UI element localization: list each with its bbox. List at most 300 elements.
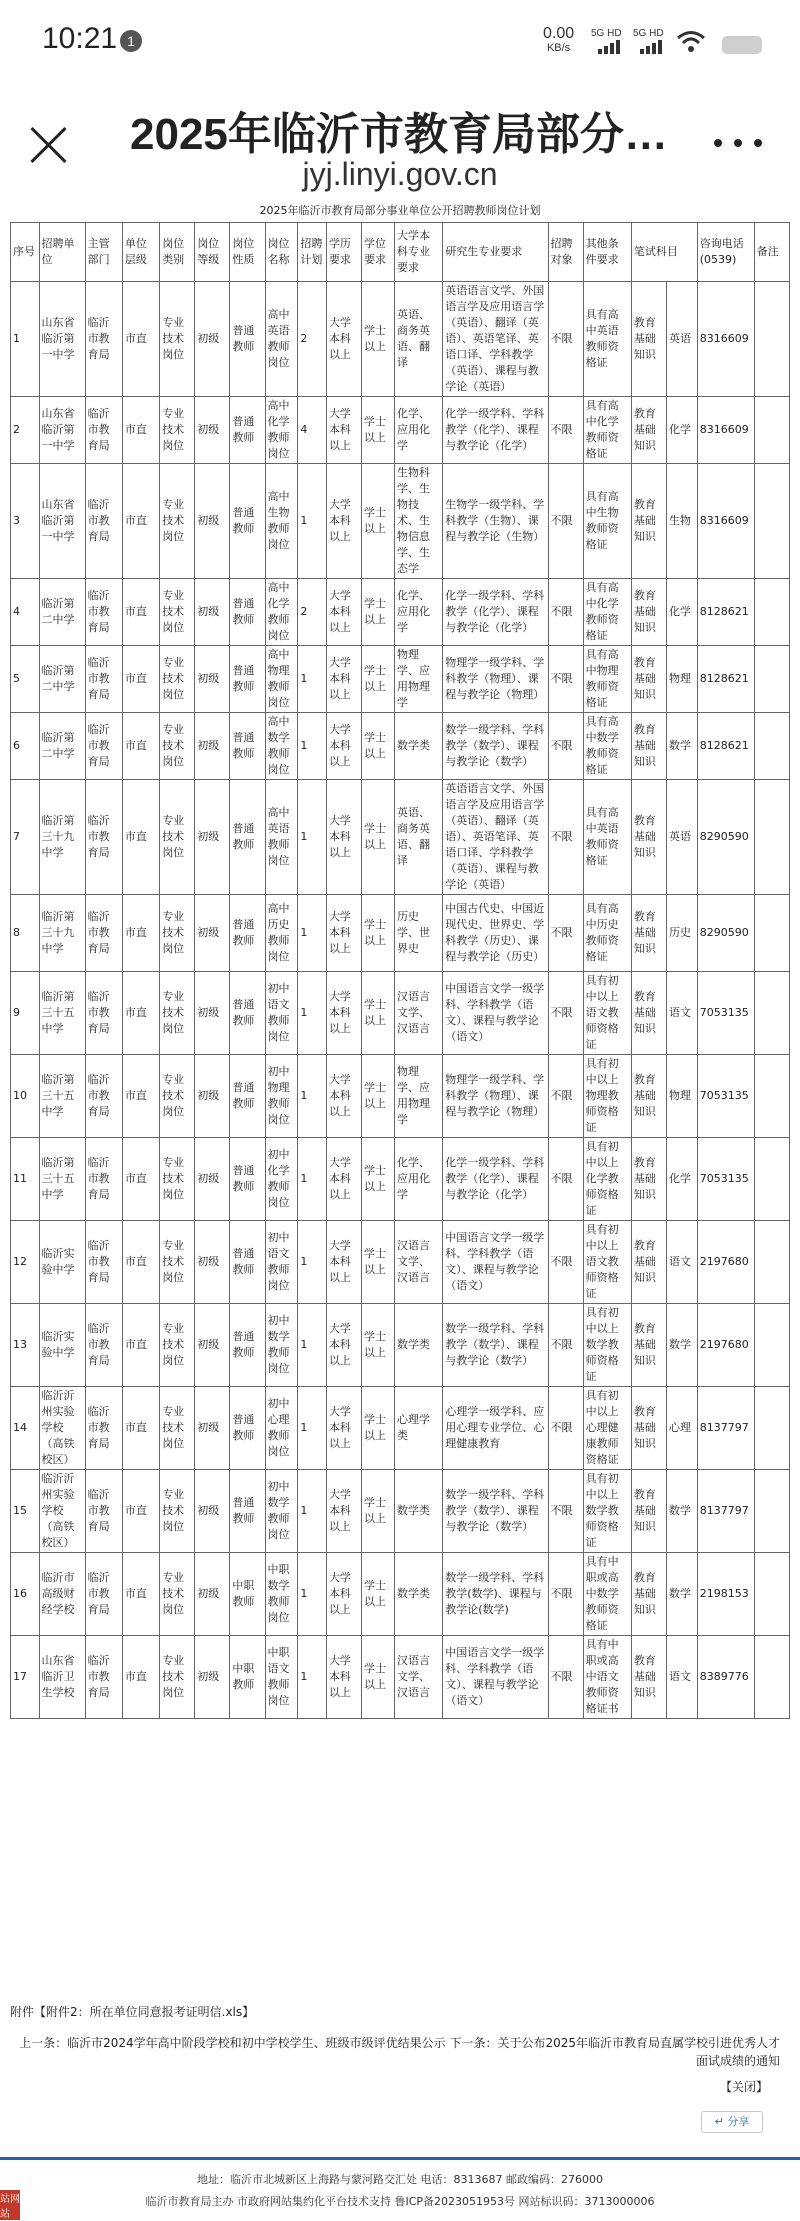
table-cell: 化学: [667, 579, 698, 646]
table-cell: 专业技术岗位: [160, 1470, 195, 1553]
table-cell: 初级: [195, 1055, 230, 1138]
table-cell: 临沂沂州实验学校（高铁校区）: [39, 1387, 85, 1470]
footer-logo-text: 站网站: [0, 2194, 20, 2220]
page-url: jyj.linyi.gov.cn: [302, 156, 498, 192]
table-cell: [754, 282, 789, 397]
table-cell: 临沂市教育局: [85, 780, 122, 895]
table-cell: [754, 895, 789, 972]
table-cell: 市直: [122, 464, 159, 579]
table-cell: 具有初中以上语文教师资格证: [583, 1221, 631, 1304]
table-cell: 专业技术岗位: [160, 1221, 195, 1304]
table-cell: 临沂市教育局: [85, 972, 122, 1055]
table-cell: 不限: [548, 464, 583, 579]
table-cell: 普通教师: [230, 1221, 265, 1304]
table-cell: 8389776: [697, 1636, 754, 1719]
table-cell: 初中物理教师岗位: [265, 1055, 298, 1138]
table-cell: 英语、商务英语、翻译: [394, 282, 442, 397]
table-cell: 山东省临沂第一中学: [39, 282, 85, 397]
table-cell: 市直: [122, 579, 159, 646]
table-cell: 历史: [667, 895, 698, 972]
table-cell: 生物学一级学科、学科教学（生物）、课程与教学论（生物）: [443, 464, 548, 579]
table-cell: 化学、应用化学: [394, 397, 442, 464]
table-cell: 专业技术岗位: [160, 646, 195, 713]
table-cell: 英语语言文学、外国语言学及应用语言学（英语）、翻译（英语）、英语笔译、英语口译、学科教学（英语）、课程与教学论（英语）: [443, 780, 548, 895]
table-cell: 初级: [195, 713, 230, 780]
table-cell: 不限: [548, 646, 583, 713]
page-title: 2025年临沂市教育局部分…: [130, 110, 668, 159]
table-cell: 市直: [122, 1221, 159, 1304]
table-cell: 大学本科以上: [326, 713, 361, 780]
table-cell: 临沂市教育局: [85, 579, 122, 646]
table-cell: 临沂市教育局: [85, 646, 122, 713]
table-cell: 大学本科以上: [326, 1138, 361, 1221]
table-cell: 高中化学教师岗位: [265, 397, 298, 464]
table-row: [11, 1636, 790, 1719]
col-header: 单位层级: [122, 223, 159, 282]
table-cell: 1: [298, 464, 327, 579]
table-row: [11, 1055, 790, 1138]
table-cell: 专业技术岗位: [160, 464, 195, 579]
table-cell: 不限: [548, 972, 583, 1055]
table-cell: 普通教师: [230, 464, 265, 579]
table-cell: 初级: [195, 464, 230, 579]
table-cell: 不限: [548, 895, 583, 972]
table-cell: 1: [298, 1221, 327, 1304]
table-cell: 不限: [548, 1138, 583, 1221]
table-cell: 大学本科以上: [326, 780, 361, 895]
table-cell: 2: [298, 579, 327, 646]
table-row: [11, 1470, 790, 1553]
table-cell: 市直: [122, 780, 159, 895]
table-row: [11, 1553, 790, 1636]
network-speed: [543, 26, 574, 56]
table-cell: 数学: [667, 1304, 698, 1387]
table-cell: 1: [298, 1387, 327, 1470]
table-cell: 临沂第三十五中学: [39, 972, 85, 1055]
table-cell: 不限: [548, 1221, 583, 1304]
table-cell: 不限: [548, 1055, 583, 1138]
table-cell: 8316609: [697, 464, 754, 579]
table-cell: 市直: [122, 282, 159, 397]
table-cell: 具有初中以上化学教师资格证: [583, 1138, 631, 1221]
table-cell: 1: [298, 1138, 327, 1221]
col-header: 招聘单位: [39, 223, 85, 282]
table-cell: 山东省临沂第一中学: [39, 464, 85, 579]
table-title: 2025年临沂市教育局部分事业单位公开招聘教师岗位计划: [259, 204, 541, 217]
table-cell: 临沂第三十九中学: [39, 780, 85, 895]
table-cell: 8128621: [697, 579, 754, 646]
table-cell: 普通教师: [230, 1055, 265, 1138]
table-cell: 临沂第三十五中学: [39, 1138, 85, 1221]
table-cell: 8290590: [697, 895, 754, 972]
table-cell: 不限: [548, 579, 583, 646]
table-cell: 初级: [195, 397, 230, 464]
table-cell: 2198153: [697, 1553, 754, 1636]
table-cell: 临沂市教育局: [85, 1553, 122, 1636]
table-cell: 7053135: [697, 1055, 754, 1138]
table-cell: 1: [11, 282, 40, 397]
table-cell: 临沂市教育局: [85, 713, 122, 780]
table-cell: 临沂实验中学: [39, 1304, 85, 1387]
close-page-link[interactable]: 【关闭】: [720, 2080, 769, 2094]
table-cell: 临沂实验中学: [39, 1221, 85, 1304]
col-header: 其他条件要求: [583, 223, 631, 282]
table-cell: 数学一级学科、学科教学(数学)、课程与教学论(数学): [443, 1553, 548, 1636]
table-row: [11, 1387, 790, 1470]
table-cell: 教育基础知识: [631, 1304, 666, 1387]
table-cell: 教育基础知识: [631, 1636, 666, 1719]
table-cell: 16: [11, 1553, 40, 1636]
table-cell: 不限: [548, 1304, 583, 1387]
col-header: 学位要求: [362, 223, 395, 282]
table-cell: 高中英语教师岗位: [265, 282, 298, 397]
table-cell: 数学类: [394, 1470, 442, 1553]
table-row: [11, 1304, 790, 1387]
table-cell: 1: [298, 1470, 327, 1553]
table-cell: 初级: [195, 972, 230, 1055]
table-cell: 临沂市教育局: [85, 1055, 122, 1138]
table-cell: 具有高中生物教师资格证: [583, 464, 631, 579]
table-cell: 普通教师: [230, 1470, 265, 1553]
table-cell: 物理学、应用物理学: [394, 1055, 442, 1138]
table-cell: 大学本科以上: [326, 579, 361, 646]
table-cell: 初级: [195, 1138, 230, 1221]
table-cell: 高中生物教师岗位: [265, 464, 298, 579]
table-cell: 2197680: [697, 1304, 754, 1387]
table-cell: [754, 1636, 789, 1719]
table-cell: 历史学、世界史: [394, 895, 442, 972]
footer-divider: [0, 2157, 800, 2160]
table-cell: 高中数学教师岗位: [265, 713, 298, 780]
table-cell: 普通教师: [230, 1138, 265, 1221]
table-cell: 中国古代史、中国近现代史、世界史、学科教学（历史）、课程与教学论（历史）: [443, 895, 548, 972]
table-cell: 高中物理教师岗位: [265, 646, 298, 713]
table-cell: [754, 579, 789, 646]
table-cell: 具有初中以上心理健康教师资格证: [583, 1387, 631, 1470]
battery-icon: [722, 36, 762, 54]
table-cell: 教育基础知识: [631, 713, 666, 780]
table-cell: 8137797: [697, 1387, 754, 1470]
table-cell: [754, 1387, 789, 1470]
table-cell: 物理学一级学科、学科教学（物理）、课程与教学论（物理）: [443, 646, 548, 713]
table-cell: 大学本科以上: [326, 646, 361, 713]
col-header: 咨询电话(0539): [697, 223, 754, 282]
table-cell: 4: [298, 397, 327, 464]
table-cell: 具有高中化学教师资格证: [583, 397, 631, 464]
table-cell: 临沂市教育局: [85, 1387, 122, 1470]
table-cell: 心理: [667, 1387, 698, 1470]
table-cell: 大学本科以上: [326, 282, 361, 397]
table-cell: 高中化学教师岗位: [265, 579, 298, 646]
table-cell: 教育基础知识: [631, 1138, 666, 1221]
table-cell: 专业技术岗位: [160, 1387, 195, 1470]
table-cell: 数学一级学科、学科教学（数学）、课程与教学论（数学）: [443, 713, 548, 780]
table-cell: 初中语文教师岗位: [265, 1221, 298, 1304]
table-cell: 专业技术岗位: [160, 895, 195, 972]
table-cell: 17: [11, 1636, 40, 1719]
share-label: 分享: [727, 2115, 750, 2128]
table-cell: 生物: [667, 464, 698, 579]
table-cell: 学士以上: [362, 1636, 395, 1719]
table-cell: 教育基础知识: [631, 464, 666, 579]
table-cell: 不限: [548, 397, 583, 464]
table-cell: 11: [11, 1138, 40, 1221]
table-cell: 临沂市教育局: [85, 1470, 122, 1553]
table-row: [11, 1221, 790, 1304]
table-cell: 8: [11, 895, 40, 972]
table-cell: 8128621: [697, 646, 754, 713]
table-row: [11, 282, 790, 397]
table-cell: 初级: [195, 1470, 230, 1553]
col-header: 序号: [11, 223, 40, 282]
table-cell: 教育基础知识: [631, 1055, 666, 1138]
table-cell: 7053135: [697, 1138, 754, 1221]
table-cell: 初中数学教师岗位: [265, 1304, 298, 1387]
footer-credits: 临沂市教育局主办 市政府网站集约化平台技术支持 鲁ICP备2023051953号 网站标识码：3713000006: [145, 2195, 655, 2208]
table-cell: 化学一级学科、学科教学（化学）、课程与教学论（化学）: [443, 1138, 548, 1221]
table-cell: [754, 1138, 789, 1221]
table-cell: 大学本科以上: [326, 1055, 361, 1138]
table-cell: 市直: [122, 1138, 159, 1221]
table-cell: 普通教师: [230, 397, 265, 464]
table-cell: 专业技术岗位: [160, 713, 195, 780]
table-cell: 5: [11, 646, 40, 713]
col-header: 大学本科专业要求: [394, 223, 442, 282]
table-row: [11, 579, 790, 646]
table-cell: 市直: [122, 397, 159, 464]
table-cell: 物理学、应用物理学: [394, 646, 442, 713]
table-cell: 初级: [195, 646, 230, 713]
table-cell: 初级: [195, 895, 230, 972]
table-cell: 化学一级学科、学科教学（化学）、课程与教学论（化学）: [443, 579, 548, 646]
table-cell: 中职数学教师岗位: [265, 1553, 298, 1636]
table-cell: 学士以上: [362, 397, 395, 464]
attachment-link[interactable]: 附件【附件2：所在单位同意报考证明信.xls】: [10, 2005, 255, 2019]
table-cell: 普通教师: [230, 646, 265, 713]
table-cell: 临沂第三十九中学: [39, 895, 85, 972]
table-cell: 教育基础知识: [631, 282, 666, 397]
col-header: 岗位名称: [265, 223, 298, 282]
table-cell: 市直: [122, 1055, 159, 1138]
table-cell: 学士以上: [362, 1055, 395, 1138]
table-cell: 临沂市教育局: [85, 1636, 122, 1719]
table-cell: 不限: [548, 713, 583, 780]
footer-logo: [0, 2190, 20, 2220]
col-header: 研究生专业要求: [443, 223, 548, 282]
table-cell: 临沂第二中学: [39, 579, 85, 646]
table-cell: 物理: [667, 646, 698, 713]
clock: 10:21: [42, 22, 118, 55]
table-cell: 学士以上: [362, 1221, 395, 1304]
table-cell: 3: [11, 464, 40, 579]
table-cell: 临沂市教育局: [85, 1304, 122, 1387]
table-cell: 不限: [548, 282, 583, 397]
more-options-icon[interactable]: [714, 136, 764, 150]
table-cell: 市直: [122, 1304, 159, 1387]
table-cell: 物理学一级学科、学科教学（物理）、课程与教学论（物理）: [443, 1055, 548, 1138]
notification-badge: 1: [120, 30, 142, 52]
table-cell: 市直: [122, 895, 159, 972]
footer-address: 地址：临沂市北城新区上海路与蒙河路交汇处 电话：8313687 邮政编码：276000: [197, 2173, 603, 2186]
net-speed-unit: KB/s: [546, 42, 571, 54]
table-cell: 初级: [195, 1553, 230, 1636]
table-cell: 4: [11, 579, 40, 646]
table-cell: 专业技术岗位: [160, 579, 195, 646]
table-cell: 6: [11, 713, 40, 780]
table-row: [11, 780, 790, 895]
table-cell: 具有初中以上数学教师资格证: [583, 1470, 631, 1553]
prev-next-links[interactable]: 上一条：临沂市2024学年高中阶段学校和初中学校学生、班级市级评优结果公示 下一条：关于公布2025年临沂市教育局直属学校引进优秀人才面试成绩的通知: [19, 2036, 780, 2068]
table-cell: 具有高中英语教师资格证: [583, 780, 631, 895]
table-cell: 学士以上: [362, 282, 395, 397]
table-cell: 大学本科以上: [326, 895, 361, 972]
table-cell: 汉语言文学、汉语言: [394, 972, 442, 1055]
table-cell: 具有高中化学教师资格证: [583, 579, 631, 646]
table-cell: 学士以上: [362, 780, 395, 895]
table-row: [11, 464, 790, 579]
table-cell: 具有高中物理教师资格证: [583, 646, 631, 713]
table-cell: 14: [11, 1387, 40, 1470]
table-cell: [754, 972, 789, 1055]
table-cell: 学士以上: [362, 1470, 395, 1553]
table-cell: 1: [298, 895, 327, 972]
table-header-row: [11, 223, 790, 282]
table-cell: 数学类: [394, 713, 442, 780]
table-cell: [754, 1221, 789, 1304]
table-cell: 学士以上: [362, 972, 395, 1055]
table-cell: 生物科学、生物技术、生物信息学、生态学: [394, 464, 442, 579]
site-footer: [0, 2169, 800, 2213]
table-cell: 临沂第二中学: [39, 646, 85, 713]
table-cell: 高中英语教师岗位: [265, 780, 298, 895]
table-cell: 中职教师: [230, 1553, 265, 1636]
table-cell: 学士以上: [362, 1553, 395, 1636]
table-cell: 临沂市高级财经学校: [39, 1553, 85, 1636]
table-cell: 具有初中以上物理教师资格证: [583, 1055, 631, 1138]
table-cell: 临沂第三十五中学: [39, 1055, 85, 1138]
table-cell: 普通教师: [230, 895, 265, 972]
table-cell: 市直: [122, 1387, 159, 1470]
table-cell: 具有初中以上数学教师资格证: [583, 1304, 631, 1387]
table-cell: 学士以上: [362, 464, 395, 579]
table-cell: 语文: [667, 1636, 698, 1719]
table-cell: 2: [298, 282, 327, 397]
table-cell: 语文: [667, 1221, 698, 1304]
table-cell: 教育基础知识: [631, 972, 666, 1055]
table-cell: 初级: [195, 282, 230, 397]
table-cell: 物理: [667, 1055, 698, 1138]
table-cell: 8137797: [697, 1470, 754, 1553]
table-cell: 专业技术岗位: [160, 780, 195, 895]
table-cell: 市直: [122, 1553, 159, 1636]
table-row: [11, 972, 790, 1055]
table-cell: 市直: [122, 1470, 159, 1553]
table-cell: 英语: [667, 780, 698, 895]
table-cell: 教育基础知识: [631, 1553, 666, 1636]
table-cell: 数学一级学科、学科教学（数学）、课程与教学论（数学）: [443, 1304, 548, 1387]
table-cell: 2197680: [697, 1221, 754, 1304]
table-cell: 数学一级学科、学科教学（数学）、课程与教学论（数学）: [443, 1470, 548, 1553]
table-cell: 大学本科以上: [326, 1470, 361, 1553]
table-cell: 市直: [122, 646, 159, 713]
table-cell: 不限: [548, 1470, 583, 1553]
table-cell: 具有高中数学教师资格证: [583, 713, 631, 780]
table-cell: 具有高中历史教师资格证: [583, 895, 631, 972]
table-cell: [754, 1470, 789, 1553]
table-cell: 学士以上: [362, 713, 395, 780]
table-cell: 山东省临沂卫生学校: [39, 1636, 85, 1719]
table-cell: 专业技术岗位: [160, 1553, 195, 1636]
table-cell: 初级: [195, 1387, 230, 1470]
table-cell: 1: [298, 1055, 327, 1138]
table-cell: 心理学类: [394, 1387, 442, 1470]
table-cell: 中职教师: [230, 1636, 265, 1719]
table-cell: 普通教师: [230, 282, 265, 397]
status-bar: [0, 0, 800, 90]
table-cell: 普通教师: [230, 1387, 265, 1470]
table-cell: 普通教师: [230, 780, 265, 895]
col-header: 招聘计划: [298, 223, 327, 282]
table-cell: 专业技术岗位: [160, 1055, 195, 1138]
table-row: [11, 713, 790, 780]
table-cell: [754, 713, 789, 780]
table-cell: 数学: [667, 713, 698, 780]
table-cell: 初级: [195, 780, 230, 895]
table-cell: 学士以上: [362, 646, 395, 713]
table-cell: 初级: [195, 1636, 230, 1719]
table-cell: [754, 1304, 789, 1387]
recruitment-table: [10, 222, 790, 1719]
table-cell: 教育基础知识: [631, 1387, 666, 1470]
table-cell: 教育基础知识: [631, 780, 666, 895]
table-cell: 不限: [548, 1553, 583, 1636]
table-cell: 英语语言文学、外国语言学及应用语言学（英语）、翻译（英语）、英语笔译、英语口译、学科教学（英语）、课程与教学论（英语）: [443, 282, 548, 397]
table-cell: 具有初中以上语文教师资格证: [583, 972, 631, 1055]
signal-label-1: 5G HD: [591, 28, 622, 39]
table-cell: 数学类: [394, 1553, 442, 1636]
table-cell: 初中数学教师岗位: [265, 1470, 298, 1553]
table-cell: 临沂市教育局: [85, 397, 122, 464]
table-cell: 专业技术岗位: [160, 1138, 195, 1221]
table-cell: 8128621: [697, 713, 754, 780]
share-button[interactable]: ↵ 分享: [701, 2111, 763, 2133]
table-cell: 专业技术岗位: [160, 972, 195, 1055]
table-cell: 12: [11, 1221, 40, 1304]
table-cell: [754, 464, 789, 579]
col-header: 岗位类别: [160, 223, 195, 282]
table-cell: 专业技术岗位: [160, 1636, 195, 1719]
table-cell: 专业技术岗位: [160, 1304, 195, 1387]
table-cell: 临沂第二中学: [39, 713, 85, 780]
table-cell: 大学本科以上: [326, 397, 361, 464]
table-cell: 1: [298, 1304, 327, 1387]
table-cell: 不限: [548, 780, 583, 895]
table-cell: 临沂市教育局: [85, 282, 122, 397]
table-cell: 化学、应用化学: [394, 1138, 442, 1221]
table-cell: 专业技术岗位: [160, 282, 195, 397]
table-cell: 普通教师: [230, 972, 265, 1055]
table-cell: 不限: [548, 1636, 583, 1719]
col-header: 学历要求: [326, 223, 361, 282]
table-cell: 13: [11, 1304, 40, 1387]
table-cell: 化学一级学科、学科教学（化学）、课程与教学论（化学）: [443, 397, 548, 464]
table-cell: 大学本科以上: [326, 464, 361, 579]
table-cell: 汉语言文学、汉语言: [394, 1221, 442, 1304]
table-cell: 临沂市教育局: [85, 1221, 122, 1304]
table-cell: 教育基础知识: [631, 1221, 666, 1304]
table-cell: 临沂市教育局: [85, 1138, 122, 1221]
table-cell: 语文: [667, 972, 698, 1055]
